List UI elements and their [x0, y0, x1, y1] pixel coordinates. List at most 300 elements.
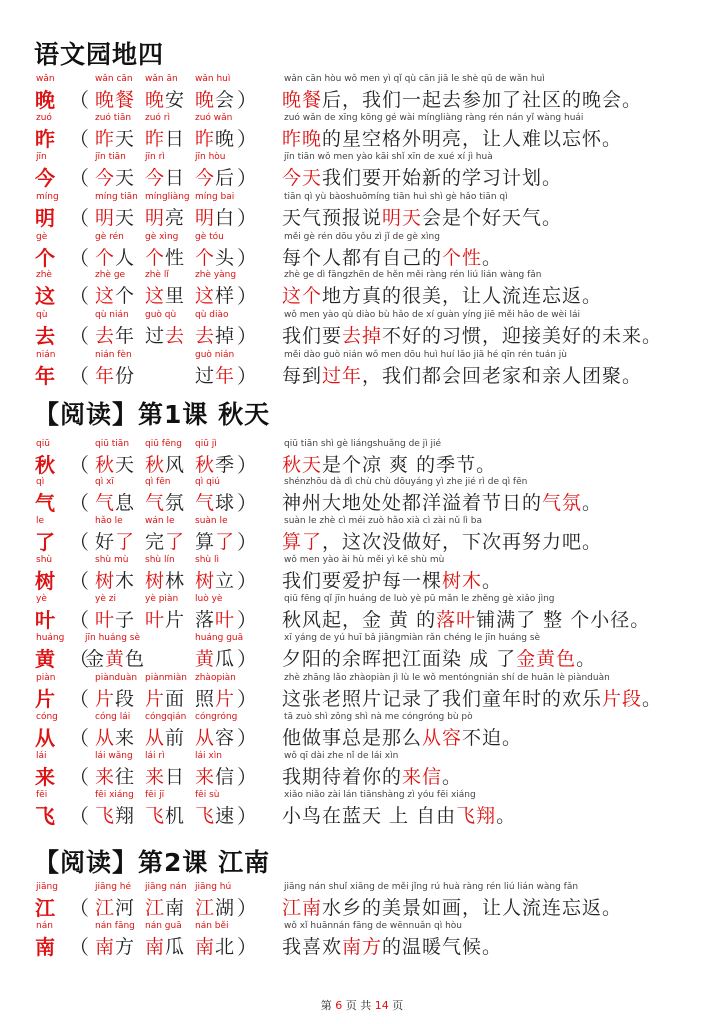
word-pinyin: jiāng hé: [95, 882, 132, 892]
word-pinyin: jīn rì: [145, 152, 165, 162]
word-pinyin: lái xìn: [195, 751, 222, 761]
sentence-text: 这张老照片记录了我们童年时的欢乐: [282, 688, 603, 710]
word-char: 面: [165, 688, 186, 710]
vocab-word: [145, 126, 185, 152]
highlight-char: 气: [145, 492, 166, 514]
vocab-word: [145, 529, 185, 555]
vocab-row: [0, 74, 724, 114]
example-sentence: [282, 568, 502, 594]
sentence-text: 铺满了 整 个小径。: [476, 609, 651, 631]
close-paren: ）: [237, 324, 257, 348]
example-sentence: [282, 895, 622, 921]
highlight-char: 从: [95, 727, 116, 749]
highlight-phrase: 来信: [402, 766, 443, 788]
vocab-word: [95, 323, 135, 349]
word-char: 木: [115, 570, 136, 592]
sentence-text: ，我们都会回老家和亲人团聚。: [362, 365, 643, 387]
word-char: 色: [125, 648, 146, 670]
vocab-row: [0, 712, 724, 752]
vocab-word: [195, 895, 235, 921]
word-char: 翔: [115, 805, 136, 827]
target-character: 这: [35, 284, 55, 308]
sentence-pinyin: shénzhōu dà dì chù chù dōuyáng yì zhe jié rì de qì fēn: [284, 477, 528, 487]
word-char: 日: [165, 128, 186, 150]
word-pinyin: shù lín: [145, 555, 175, 565]
word-char: 天: [115, 128, 136, 150]
target-character: 气: [35, 491, 55, 515]
footer-post: 页: [392, 999, 404, 1012]
word-char: 好: [95, 531, 116, 553]
vocab-word: [195, 934, 235, 960]
char-pinyin: nán: [36, 921, 53, 931]
highlight-char: 黄: [195, 648, 216, 670]
word-char: 季: [215, 454, 236, 476]
sentence-text: 水乡的美景如画，让人流连忘返。: [322, 897, 623, 919]
word-pinyin: zhè lǐ: [145, 270, 169, 280]
word-char: 氛: [165, 492, 186, 514]
sentence-text: 秋风起，金 黄 的: [282, 609, 437, 631]
vocab-word: [195, 803, 235, 829]
close-paren: ）: [237, 687, 257, 711]
target-character: 江: [35, 896, 55, 920]
highlight-char: 这: [145, 285, 166, 307]
highlight-phrase: 树木: [442, 570, 483, 592]
word-pinyin: qì fēn: [145, 477, 171, 487]
word-pinyin: qiū fēng: [145, 439, 182, 449]
close-paren: ）: [237, 608, 257, 632]
sentence-pinyin: wǒ qī dài zhe nǐ de lái xìn: [284, 751, 399, 761]
word-pinyin: fēi jī: [145, 790, 165, 800]
vocab-row: [0, 921, 724, 961]
highlight-char: 从: [145, 727, 166, 749]
word-pinyin: nán guā: [145, 921, 182, 931]
word-char: 河: [115, 897, 136, 919]
word-char: 安: [165, 89, 186, 111]
word-pinyin: zhè yàng: [195, 270, 237, 280]
char-pinyin: lái: [36, 751, 47, 761]
target-character: 树: [35, 569, 55, 593]
word-char: 算: [195, 531, 216, 553]
sentence-text: 是个凉 爽 的季节。: [322, 454, 497, 476]
sentence-pinyin: qiū tiān shì gè liángshuǎng de jì jié: [284, 439, 442, 449]
word-pinyin: yè zi: [95, 594, 116, 604]
sentence-pinyin: tā zuò shì zǒng shì nà me cóngróng bù pò: [284, 712, 473, 722]
sentence-text: 。: [496, 805, 517, 827]
word-pinyin: wǎn cān: [95, 74, 133, 84]
open-paren: （: [69, 647, 89, 671]
char-pinyin: wǎn: [36, 74, 55, 84]
word-char: 片: [165, 609, 186, 631]
sentence-text: 不迫。: [462, 727, 523, 749]
vocab-word: [85, 646, 145, 672]
close-paren: ）: [237, 804, 257, 828]
word-char: 速: [215, 805, 236, 827]
word-char: 金: [85, 648, 106, 670]
sentence-text: 不好的习惯，迎接美好的未来。: [382, 325, 663, 347]
highlight-char: 晚: [95, 89, 116, 111]
vocab-word: [145, 725, 185, 751]
example-sentence: [282, 646, 596, 672]
close-paren: ）: [237, 896, 257, 920]
highlight-phrase: 片段: [602, 688, 643, 710]
word-pinyin: cóngqián: [145, 712, 187, 722]
sentence-pinyin: wǒ men yào qù diào bù hǎo de xí guàn yíng jiē měi hǎo de wèi lái: [284, 310, 580, 320]
open-paren: （: [69, 935, 89, 959]
word-char: 湖: [215, 897, 236, 919]
highlight-char: 了: [115, 531, 136, 553]
word-pinyin: hǎo le: [95, 516, 123, 526]
open-paren: （: [69, 608, 89, 632]
word-pinyin: lái rì: [145, 751, 165, 761]
target-character: 个: [35, 246, 55, 270]
highlight-char: 叶: [215, 609, 236, 631]
highlight-phrase: 这个: [282, 285, 323, 307]
word-char: 天: [115, 207, 136, 229]
vocab-row: [0, 439, 724, 479]
example-sentence: [282, 529, 602, 555]
highlight-char: 气: [95, 492, 116, 514]
vocab-row: [0, 192, 724, 232]
vocab-word: [195, 323, 235, 349]
footer-pre: 第: [320, 999, 332, 1012]
open-paren: （: [69, 804, 89, 828]
highlight-phrase: 个性: [442, 247, 483, 269]
highlight-char: 昨: [145, 128, 166, 150]
vocab-word: [95, 934, 135, 960]
vocab-word: [95, 686, 135, 712]
sentence-text: ，这次没做好，下次再努力吧。: [322, 531, 603, 553]
sentence-pinyin: měi dào guò nián wǒ men dōu huì huí lǎo jiā hé qīn rén tuán jù: [284, 350, 568, 360]
highlight-phrase: 过年: [322, 365, 363, 387]
word-char: 球: [215, 492, 236, 514]
char-pinyin: zhè: [36, 270, 52, 280]
word-pinyin: shù lì: [195, 555, 219, 565]
page-number: [0, 997, 724, 1013]
highlight-char: 今: [95, 167, 116, 189]
word-char: 年: [115, 325, 136, 347]
word-pinyin: wǎn huì: [195, 74, 231, 84]
target-character: 晚: [35, 88, 55, 112]
sentence-text: 我们要开始新的学习计划。: [322, 167, 563, 189]
word-char: 前: [165, 727, 186, 749]
highlight-char: 今: [145, 167, 166, 189]
target-character: 了: [35, 530, 55, 554]
target-character: 来: [35, 765, 55, 789]
word-char: 个: [115, 285, 136, 307]
highlight-char: 去: [195, 325, 216, 347]
vocab-word: [195, 363, 235, 389]
highlight-phrase: 飞翔: [456, 805, 497, 827]
open-paren: （: [69, 896, 89, 920]
word-pinyin: luò yè: [195, 594, 223, 604]
highlight-char: 年: [95, 365, 116, 387]
word-pinyin: jīn hòu: [195, 152, 226, 162]
close-paren: ）: [237, 765, 257, 789]
sentence-pinyin: zhè ge dì fāngzhēn de hěn měi ràng rén liú lián wàng fǎn: [284, 270, 542, 280]
highlight-phrase: 昨晚: [282, 128, 323, 150]
word-pinyin: shù mù: [95, 555, 129, 565]
sentence-text: 。: [582, 492, 603, 514]
highlight-char: 江: [95, 897, 116, 919]
word-char: 段: [115, 688, 136, 710]
highlight-phrase: 江南: [282, 897, 323, 919]
vocab-word: [195, 646, 235, 672]
word-char: 完: [145, 531, 166, 553]
vocab-word: [145, 323, 185, 349]
word-pinyin: jiāng nán: [145, 882, 187, 892]
vocab-word: [95, 283, 135, 309]
vocab-word: [145, 607, 185, 633]
sentence-pinyin: jīn tiān wǒ men yào kāi shǐ xīn de xué xí jì huà: [284, 152, 493, 162]
char-pinyin: piàn: [36, 673, 56, 683]
word-char: 落: [195, 609, 216, 631]
sentence-pinyin: wǒ men yào ài hù měi yì kē shù mù: [284, 555, 445, 565]
vocab-row: [0, 594, 724, 634]
highlight-char: 树: [195, 570, 216, 592]
target-character: 片: [35, 687, 55, 711]
open-paren: （: [69, 206, 89, 230]
target-character: 昨: [35, 127, 55, 151]
word-pinyin: zuó tiān: [95, 113, 132, 123]
char-pinyin: huáng: [36, 633, 65, 643]
target-character: 今: [35, 166, 55, 190]
word-char: 瓜: [165, 936, 186, 958]
vocab-row: [0, 232, 724, 272]
sentence-pinyin: měi gè rén dōu yǒu zì jǐ de gè xìng: [284, 232, 440, 242]
highlight-char: 个: [145, 247, 166, 269]
example-sentence: [282, 934, 502, 960]
vocab-word: [195, 764, 235, 790]
word-pinyin: jīn tiān: [95, 152, 126, 162]
sentence-text: 的星空格外明亮，让人难以忘怀。: [322, 128, 623, 150]
word-pinyin: míng tiān: [95, 192, 138, 202]
vocab-word: [195, 283, 235, 309]
sentence-text: 。: [442, 766, 463, 788]
open-paren: （: [69, 569, 89, 593]
highlight-phrase: 去掉: [342, 325, 383, 347]
vocab-word: [95, 165, 135, 191]
vocab-word: [145, 934, 185, 960]
char-pinyin: qiū: [36, 439, 50, 449]
word-char: 北: [215, 936, 236, 958]
highlight-char: 南: [195, 936, 216, 958]
char-pinyin: míng: [36, 192, 59, 202]
word-pinyin: nán běi: [195, 921, 229, 931]
word-pinyin: cóng lái: [95, 712, 131, 722]
sentence-pinyin: jiāng nán shuǐ xiāng de měi jǐng rú huà ràng rén liú lián wàng fǎn: [284, 882, 579, 892]
word-pinyin: cóngróng: [195, 712, 238, 722]
example-sentence: [282, 245, 502, 271]
vocab-word: [195, 87, 235, 113]
vocab-row: [0, 882, 724, 922]
sentence-pinyin: tiān qì yù bàoshuōmíng tiān huì shì gè hǎo tiān qì: [284, 192, 508, 202]
close-paren: ）: [237, 284, 257, 308]
highlight-char: 片: [215, 688, 236, 710]
vocab-word: [195, 452, 235, 478]
word-pinyin: yè piàn: [145, 594, 179, 604]
highlight-char: 今: [195, 167, 216, 189]
close-paren: ）: [237, 206, 257, 230]
close-paren: ）: [237, 364, 257, 388]
open-paren: （: [69, 765, 89, 789]
vocab-word: [195, 725, 235, 751]
vocab-row: [0, 310, 724, 350]
word-char: 晚: [215, 128, 236, 150]
vocab-word: [95, 607, 135, 633]
word-pinyin: qì qiú: [195, 477, 220, 487]
highlight-char: 去: [165, 325, 186, 347]
vocab-row: [0, 350, 724, 390]
highlight-char: 黄: [105, 648, 126, 670]
example-sentence: [282, 452, 496, 478]
vocab-word: [145, 283, 185, 309]
example-sentence: [282, 764, 462, 790]
target-character: 去: [35, 324, 55, 348]
sentence-text: 后，我们一起去参加了社区的晚会。: [322, 89, 643, 111]
highlight-char: 南: [145, 936, 166, 958]
sentence-text: 。: [576, 648, 597, 670]
sentence-pinyin: xī yáng de yú huī bǎ jiāngmiàn rǎn chéng le jīn huáng sè: [284, 633, 541, 643]
sentence-pinyin: wǒ xǐ huānnán fāng de wēnnuǎn qì hòu: [284, 921, 462, 931]
word-pinyin: nián fèn: [95, 350, 132, 360]
highlight-char: 了: [165, 531, 186, 553]
char-pinyin: jīn: [36, 152, 47, 162]
highlight-char: 晚: [195, 89, 216, 111]
vocab-word: [95, 452, 135, 478]
sentence-pinyin: xiǎo niǎo zài lán tiānshàng zì yóu fēi xiáng: [284, 790, 476, 800]
section-title: 【阅读】第1课 秋天: [34, 400, 271, 429]
open-paren: （: [69, 530, 89, 554]
vocab-word: [195, 490, 235, 516]
highlight-char: 秋: [95, 454, 116, 476]
sentence-text: 。: [482, 570, 503, 592]
sentence-text: 天气预报说: [282, 207, 383, 229]
sentence-text: 他做事总是那么: [282, 727, 423, 749]
word-char: 风: [165, 454, 186, 476]
char-pinyin: cóng: [36, 712, 58, 722]
highlight-char: 树: [145, 570, 166, 592]
highlight-char: 餐: [115, 89, 136, 111]
char-pinyin: jiāng: [36, 882, 58, 892]
close-paren: ）: [237, 88, 257, 112]
example-sentence: [282, 126, 622, 152]
target-character: 飞: [35, 804, 55, 828]
target-character: 秋: [35, 453, 55, 477]
word-char: 日: [165, 766, 186, 788]
word-pinyin: qiū tiān: [95, 439, 130, 449]
section-title: 语文园地四: [34, 40, 165, 69]
word-pinyin: piànduàn: [95, 673, 138, 683]
vocab-word: [95, 568, 135, 594]
sentence-text: 。: [642, 688, 663, 710]
section-title: 【阅读】第2课 江南: [34, 848, 271, 877]
word-char: 信: [215, 766, 236, 788]
word-pinyin: gè xìng: [145, 232, 179, 242]
highlight-phrase: 从容: [422, 727, 463, 749]
word-pinyin: zhè ge: [95, 270, 126, 280]
target-character: 南: [35, 935, 55, 959]
char-pinyin: qù: [36, 310, 48, 320]
word-pinyin: gè tóu: [195, 232, 224, 242]
char-pinyin: zuó: [36, 113, 52, 123]
vocab-word: [95, 490, 135, 516]
word-char: 方: [115, 936, 136, 958]
word-char: 里: [165, 285, 186, 307]
sentence-pinyin: zhè zhāng lǎo zhàopiàn jì lù le wǒ mentóngnián shí de huān lè piànduàn: [284, 673, 610, 683]
highlight-char: 晚: [145, 89, 166, 111]
example-sentence: [282, 363, 642, 389]
vocab-word: [95, 529, 135, 555]
word-pinyin: gè rén: [95, 232, 124, 242]
highlight-phrase: 今天: [282, 167, 323, 189]
example-sentence: [282, 205, 562, 231]
word-char: 来: [115, 727, 136, 749]
open-paren: （: [69, 127, 89, 151]
word-char: 白: [215, 207, 236, 229]
word-char: 照: [195, 688, 216, 710]
vocab-word: [95, 126, 135, 152]
sentence-text: 地方真的很美，让人流连忘返。: [322, 285, 603, 307]
word-char: 天: [115, 454, 136, 476]
highlight-char: 从: [195, 727, 216, 749]
vocab-word: [195, 529, 235, 555]
char-pinyin: qì: [36, 477, 45, 487]
close-paren: ）: [237, 726, 257, 750]
word-pinyin: piànmiàn: [145, 673, 187, 683]
sentence-text: 每个人都有自己的: [282, 247, 443, 269]
close-paren: ）: [237, 935, 257, 959]
vocab-word: [195, 607, 235, 633]
vocab-word: [195, 568, 235, 594]
word-pinyin: guò qù: [145, 310, 177, 320]
vocab-row: [0, 633, 724, 673]
vocab-word: [95, 764, 135, 790]
highlight-char: 个: [195, 247, 216, 269]
open-paren: （: [69, 726, 89, 750]
example-sentence: [282, 165, 562, 191]
word-pinyin: huáng guā: [195, 633, 244, 643]
vocab-word: [195, 245, 235, 271]
sentence-pinyin: qiū fēng qǐ jīn huáng de luò yè pū mǎn le zhěng gè xiǎo jìng: [284, 594, 555, 604]
highlight-char: 江: [195, 897, 216, 919]
vocab-word: [145, 490, 185, 516]
highlight-char: 来: [195, 766, 216, 788]
vocab-word: [195, 686, 235, 712]
sentence-text: 我们要: [282, 325, 343, 347]
highlight-char: 江: [145, 897, 166, 919]
vocab-word: [95, 895, 135, 921]
word-char: 样: [215, 285, 236, 307]
word-char: 日: [165, 167, 186, 189]
word-char: 息: [115, 492, 136, 514]
vocab-row: [0, 790, 724, 830]
highlight-char: 明: [95, 207, 116, 229]
open-paren: （: [69, 687, 89, 711]
open-paren: （: [69, 324, 89, 348]
open-paren: （: [69, 364, 89, 388]
close-paren: ）: [237, 569, 257, 593]
char-pinyin: gè: [36, 232, 48, 242]
close-paren: ）: [237, 453, 257, 477]
vocab-row: [0, 477, 724, 517]
example-sentence: [282, 323, 662, 349]
highlight-phrase: 落叶: [436, 609, 477, 631]
word-pinyin: wán le: [145, 516, 175, 526]
highlight-char: 片: [95, 688, 116, 710]
example-sentence: [282, 803, 516, 829]
word-char: 往: [115, 766, 136, 788]
sentence-text: 我喜欢: [282, 936, 343, 958]
